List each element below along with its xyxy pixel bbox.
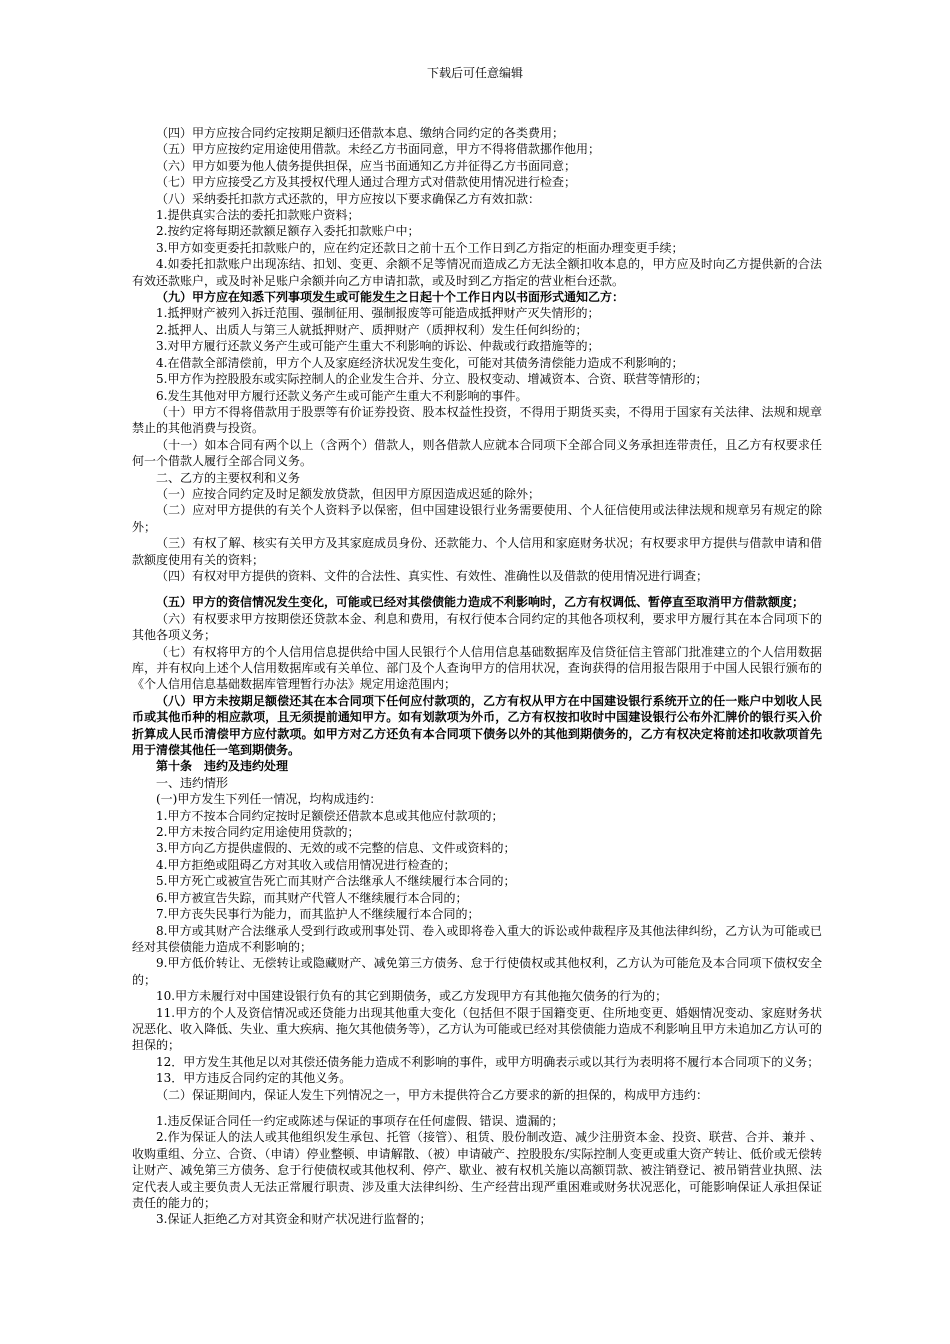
- paragraph: 2.甲方未按合同约定用途使用贷款的；: [156, 825, 360, 840]
- paragraph: 8.甲方或其财产合法继承人受到行政或刑事处罚、卷入或即将卷入重大的诉讼或仲裁程序及其他法律纠纷，乙方认为可能或已经对其偿债能力造成不利影响的；: [132, 923, 822, 954]
- paragraph: （四）甲方应按合同约定按期足额归还借款本息、缴纳合同约定的各类费用；: [156, 126, 565, 140]
- paragraph: （十一）如本合同有两个以上（含两个）借款人，则各借款人应就本合同项下全部合同义务承担连带责任，且乙方有权要求任何一个借款人履行全部合同义务。: [132, 437, 822, 469]
- paragraph: （三）有权了解、核实有关甲方及其家庭成员身份、还款能力、个人信用和家庭财务状况；有权要求甲方提供与借款申请和借款额度使用有关的资料；: [132, 536, 822, 567]
- paragraph: 5.甲方作为控股股东或实际控制人的企业发生合并、分立、股权变动、增减资本、合资、联营等情形的；: [156, 372, 708, 387]
- paragraph: 一、违约情形: [156, 775, 229, 790]
- paragraph: (一)甲方发生下列任一情况，均构成违约：: [156, 792, 382, 807]
- paragraph: 11.甲方的个人及资信情况或还贷能力出现其他重大变化（包括但不限于国籍变更、住所地变更、婚姻情况变动、家庭财务状况恶化、收入降低、失业、重大疾病、拖欠其他债务等），乙方认为可能或已经对其偿债能力造成不利影响且甲方未追加乙方认可的担保的；: [132, 1005, 823, 1053]
- paragraph: （九）甲方应在知悉下列事项发生或可能发生之日起十个工作日内以书面形式通知乙方：: [156, 290, 625, 305]
- paragraph: 1.甲方不按本合同约定按时足额偿还借款本息或其他应付款项的；: [156, 808, 504, 823]
- paragraph: 10.甲方未履行对中国建设银行负有的其它到期债务，或乙方发现甲方有其他拖欠债务的行为的；: [156, 989, 668, 1004]
- paragraph: （六）甲方如要为他人债务提供担保，应当书面通知乙方并征得乙方书面同意；: [156, 158, 577, 173]
- paragraph: 1.提供真实合法的委托扣款账户资料；: [156, 208, 360, 223]
- paragraph: 3.对甲方履行还款义务产生或可能产生重大不利影响的诉讼、仲裁或行政措施等的；: [156, 339, 600, 354]
- paragraph: （七）有权将甲方的个人信用信息提供给中国人民银行个人信用信息基础数据库及信贷征信主管部门批准建立的个人信用数据库，并有权向上述个人信用数据库或有关单位、部门及个人查询甲方的信用状况，查询获得的信用报告限用于中国人民银行颁布的《个人信用信息基础数据库管理暂行办法》规定用途范围内；: [132, 644, 822, 692]
- paragraph: 13．甲方违反合同约定的其他义务。: [156, 1071, 352, 1086]
- paragraph: 4.如委托扣款账户出现冻结、扣划、变更、余额不足等情况而造成乙方无法全额扣收本息的，甲方应及时向乙方提供新的合法有效还款账户，或及时补足账户余额并向乙方申请扣款，或及时到乙方指定的营业柜台还款。: [132, 257, 822, 288]
- paragraph: 12．甲方发生其他足以对其偿还债务能力造成不利影响的事件，或甲方明确表示或以其行为表明将不履行本合同项下的义务；: [156, 1054, 820, 1069]
- paragraph: （五）甲方的资信情况发生变化，可能或已经对其偿债能力造成不利影响时，乙方有权调低、暂停直至取消甲方借款额度；: [156, 595, 805, 610]
- paragraph: 7.甲方丧失民事行为能力，而其监护人不继续履行本合同的；: [156, 907, 480, 922]
- paragraph: 4.甲方拒绝或阻碍乙方对其收入或信用情况进行检查的；: [156, 857, 456, 872]
- paragraph: 4.在借款全部清偿前，甲方个人及家庭经济状况发生变化，可能对其债务清偿能力造成不利影响的；: [156, 355, 684, 370]
- paragraph: 2.作为保证人的法人或其他组织发生承包、托管（接管）、租赁、股份制改造、减少注册资本金、投资、联营、合并、兼并 、收购重组、分立、合资、（申请）停业整顿、申请解散、（被）申请破产、控股股东/实际控制人变更或重大资产转让、低价或无偿转让财产、减免第三方债务、怠于行使债权或其他权利、停产、歇业、被有权机关施以高额罚款、被注销登记、被吊销营业执照、法定代表人或主要负责人无法正常履行职责、涉及重大法律纠纷、生产经营出现严重困难或财务状况恶化，可能影响保证人承担保证责任的能力的；: [132, 1130, 822, 1210]
- paragraph: （四）有权对甲方提供的资料、文件的合法性、真实性、有效性、准确性以及借款的使用情况进行调查；: [156, 568, 709, 583]
- paragraph: （六）有权要求甲方按期偿还贷款本金、利息和费用，有权行使本合同约定的其他各项权利，要求甲方履行其在本合同项下的其他各项义务；: [132, 611, 822, 643]
- paragraph: 6.发生其他对甲方履行还款义务产生或可能产生重大不利影响的事件。: [156, 388, 528, 403]
- paragraph: （五）甲方应按约定用途使用借款。未经乙方书面同意，甲方不得将借款挪作他用；: [156, 142, 601, 157]
- paragraph: 1.违反保证合同任一约定或陈述与保证的事项存在任何虚假、错误、遗漏的；: [156, 1113, 564, 1128]
- paragraph: （十）甲方不得将借款用于股票等有价证券投资、股本权益性投资，不得用于期货买卖，不得用于国家有关法律、法规和规章禁止的其他消费与投资。: [132, 404, 822, 436]
- paragraph: 3.甲方如变更委托扣款账户的，应在约定还款日之前十五个工作日到乙方指定的柜面办理变更手续；: [156, 240, 684, 255]
- paragraph: 9.甲方低价转让、无偿转让或隐藏财产、减免第三方债务、怠于行使债权或其他权利，乙方认为可能危及本合同项下债权安全的；: [132, 956, 822, 987]
- paragraph: （一）应按合同约定及时足额发放贷款，但因甲方原因造成迟延的除外；: [156, 486, 541, 501]
- document-body: [132, 125, 822, 1228]
- paragraph: 5.甲方死亡或被宣告死亡而其财产合法继承人不继续履行本合同的；: [156, 874, 516, 889]
- paragraph: （七）甲方应接受乙方及其授权代理人通过合理方式对借款使用情况进行检查；: [156, 175, 577, 190]
- paragraph: 3.保证人拒绝乙方对其资金和财产状况进行监督的；: [156, 1212, 432, 1227]
- paragraph: 1.抵押财产被列入拆迁范围、强制征用、强制报废等可能造成抵押财产灭失情形的；: [156, 306, 600, 321]
- paragraph: （二）保证期间内，保证人发生下列情况之一，甲方未提供符合乙方要求的新的担保的，构成甲方违约：: [156, 1087, 709, 1102]
- paragraph: 3.甲方向乙方提供虚假的、无效的或不完整的信息、文件或资料的；: [156, 841, 516, 856]
- paragraph: （八）甲方未按期足额偿还其在本合同项下任何应付款项的，乙方有权从甲方在中国建设银行系统开立的任一账户中划收人民币或其他币种的相应款项，且无须提前通知甲方。如有划款项为外币，乙方有权按扣收时中国建设银行公布外汇牌价的银行买入价折算成人民币清偿甲方应付款项。如甲方对乙方还负有本合同项下债务以外的其他到期债务的，乙方有权决定将前述扣收款项首先用于清偿其他任一笔到期债务。: [132, 693, 822, 758]
- paragraph: （八）采纳委托扣款方式还款的，甲方应按以下要求确保乙方有效扣款：: [156, 191, 541, 206]
- page-header: 下载后可任意编辑: [426, 66, 523, 80]
- paragraph: 6.甲方被宣告失踪，而其财产代管人不继续履行本合同的；: [156, 890, 468, 905]
- paragraph: 2.抵押人、出质人与第三人就抵押财产、质押财产（质押权利）发生任何纠纷的；: [156, 322, 588, 337]
- paragraph: 二、乙方的主要权利和义务: [156, 470, 301, 485]
- paragraph: 第十条 违约及违约处理: [156, 759, 289, 774]
- paragraph: （二）应对甲方提供的有关个人资料予以保密，但中国建设银行业务需要使用、个人征信使用或法律法规和规章另有规定的除外；: [132, 503, 822, 534]
- paragraph: 2.按约定将每期还款额足额存入委托扣款账户中；: [156, 224, 420, 239]
